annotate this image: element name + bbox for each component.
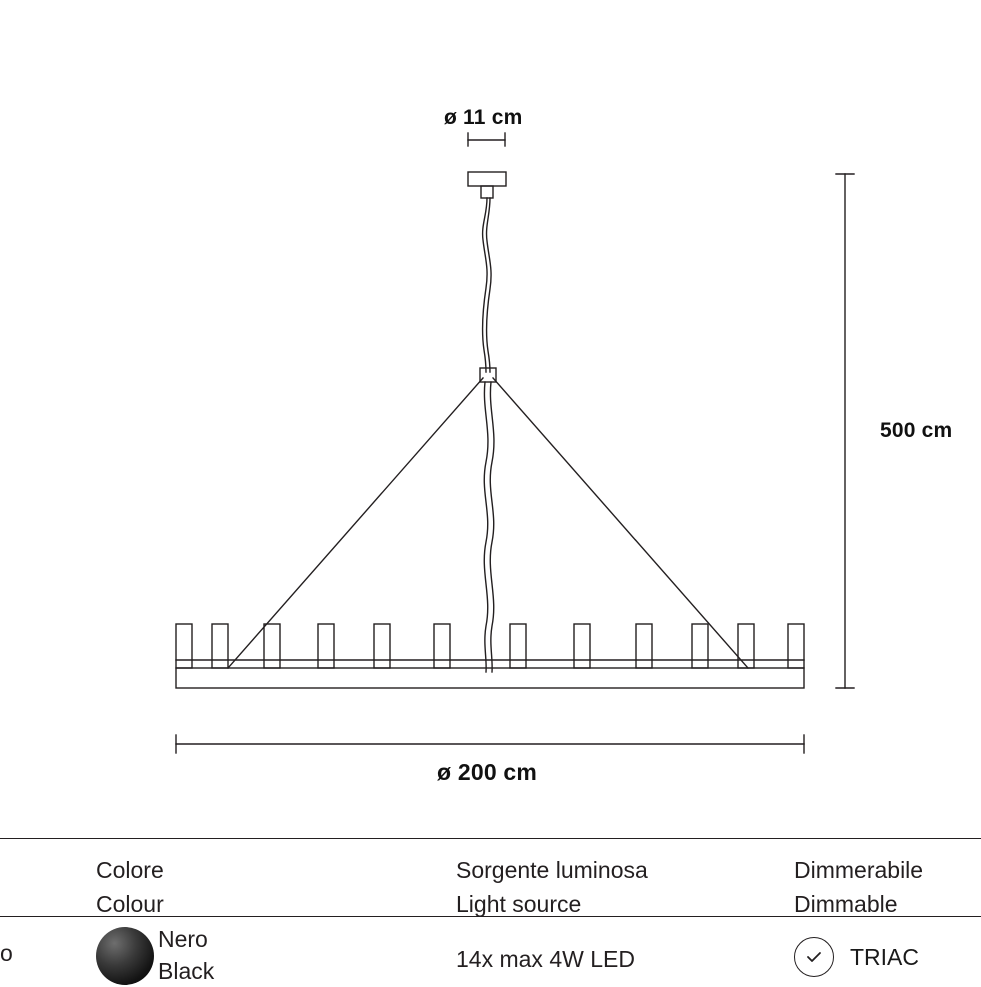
header-code-it <box>0 839 96 853</box>
suspension-cable-upper-2 <box>487 198 492 372</box>
header-cell-source <box>456 839 794 921</box>
candle <box>318 624 334 668</box>
candle <box>788 624 804 668</box>
cell-source <box>456 917 794 975</box>
cable-junction <box>480 368 496 382</box>
dimension-label-drop-height: 500 cm <box>880 419 953 442</box>
canopy-collar <box>481 186 493 198</box>
cell-code <box>0 917 96 969</box>
ring-body <box>176 668 804 688</box>
source-value: 14x max 4W LED <box>456 946 635 972</box>
code-value: o <box>0 940 13 966</box>
header-dimmable-en: Dimmable <box>794 891 898 917</box>
candle <box>374 624 390 668</box>
candle <box>636 624 652 668</box>
support-wire-right <box>493 378 748 668</box>
candle <box>692 624 708 668</box>
candle <box>510 624 526 668</box>
colour-name-en: Black <box>158 958 215 984</box>
header-colour-en: Colour <box>96 891 164 917</box>
header-source-it: Sorgente luminosa <box>456 857 648 883</box>
header-colour-it: Colore <box>96 857 164 883</box>
candle <box>264 624 280 668</box>
cell-dimmable <box>794 917 981 977</box>
suspension-cable-lower-2 <box>490 382 494 672</box>
colour-names <box>158 923 214 987</box>
check-icon <box>794 937 834 977</box>
colour-name-it: Nero <box>158 926 208 952</box>
suspension-cable-upper <box>483 198 488 372</box>
candle <box>574 624 590 668</box>
candle <box>738 624 754 668</box>
header-cell-colour <box>96 839 456 921</box>
suspension-cable-lower <box>484 382 488 672</box>
colour-swatch <box>96 927 154 985</box>
header-cell-code <box>0 839 96 853</box>
table-row <box>0 917 981 983</box>
dimension-label-bottom-diameter: ø 200 cm <box>437 759 538 785</box>
candle <box>212 624 228 668</box>
table-header-row <box>0 839 981 917</box>
header-dimmable-it: Dimmerabile <box>794 857 924 883</box>
candle <box>434 624 450 668</box>
header-source-en: Light source <box>456 891 582 917</box>
dimmable-value: TRIAC <box>850 943 919 970</box>
canopy <box>468 172 506 186</box>
candle <box>176 624 192 668</box>
dimension-label-top-diameter: ø 11 cm <box>444 106 523 129</box>
header-cell-dimmable <box>794 839 981 921</box>
specifications-table <box>0 838 981 983</box>
